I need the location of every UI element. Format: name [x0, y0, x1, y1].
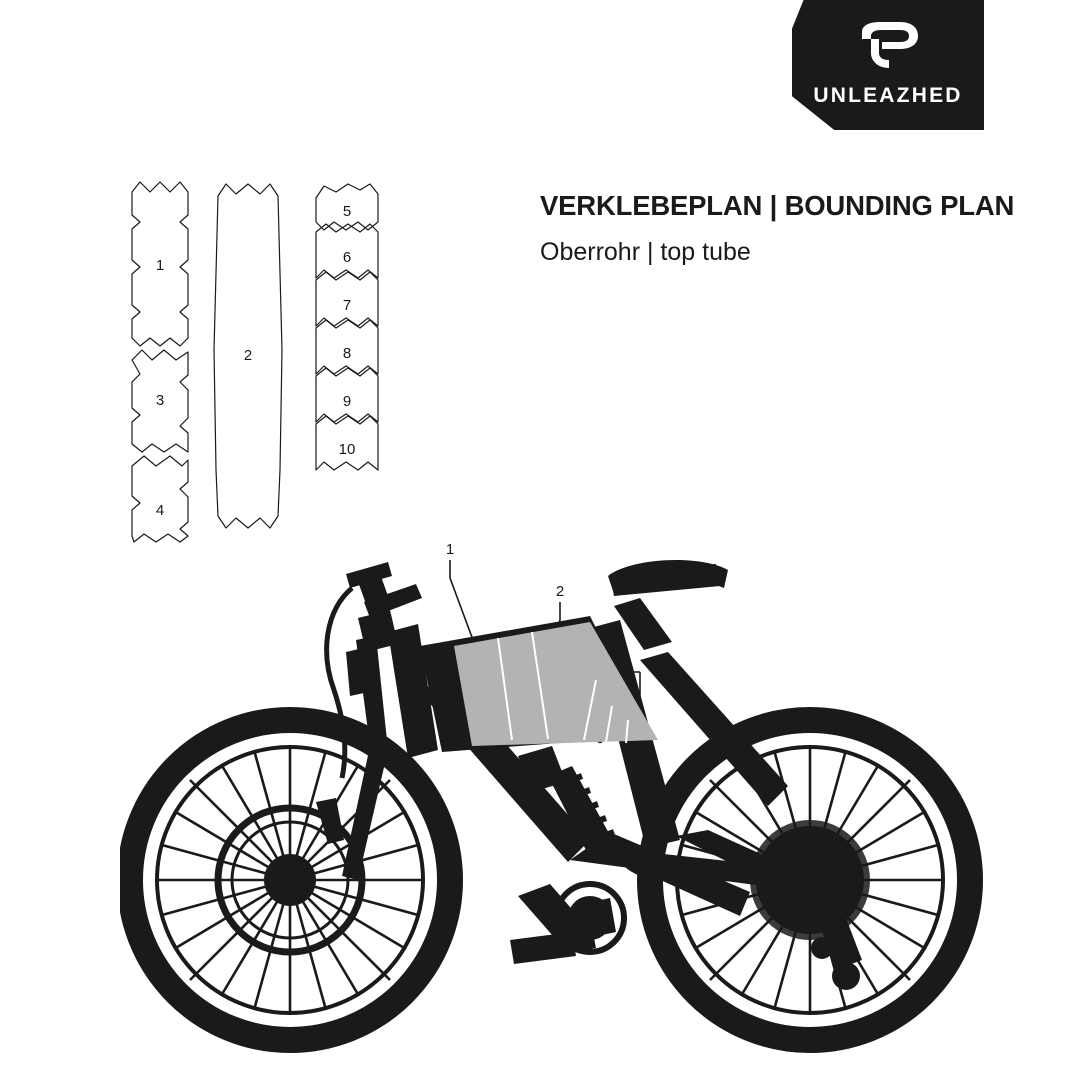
front-wheel: [130, 720, 450, 1040]
svg-text:1: 1: [445, 541, 455, 558]
callout-1: [446, 541, 476, 643]
part-shape-5: [316, 184, 378, 230]
svg-text:7: 7: [342, 297, 352, 314]
svg-text:2: 2: [555, 583, 565, 600]
unleazhed-mark-icon: [792, 22, 984, 73]
part-shape-6: [316, 224, 378, 278]
brand-wordmark: UNLEAZHED: [813, 84, 963, 107]
part-shape-8: [316, 320, 378, 374]
svg-text:3: 3: [155, 392, 165, 409]
part-shape-4: [132, 456, 188, 542]
part-shape-3: [132, 350, 188, 452]
svg-text:5: 5: [342, 203, 352, 220]
page-title: VERKLEBEPLAN | BOUNDING PLAN: [540, 190, 1015, 221]
svg-text:6: 6: [342, 249, 352, 266]
page-subtitle: Oberrohr | top tube: [540, 238, 751, 266]
part-shape-10: [316, 416, 378, 470]
brand-logo: [792, 0, 984, 130]
part-shape-7: [316, 272, 378, 326]
part-shape-1: [132, 182, 188, 346]
svg-text:2: 2: [243, 347, 253, 364]
svg-text:9: 9: [342, 393, 352, 410]
parts-diagram: [120, 170, 430, 550]
part-shape-2: [214, 184, 282, 528]
part-shape-9: [316, 368, 378, 422]
svg-text:1: 1: [155, 257, 165, 274]
svg-text:10: 10: [338, 441, 356, 458]
bike-diagram: [120, 540, 1020, 1070]
svg-text:4: 4: [155, 502, 165, 519]
svg-text:8: 8: [342, 345, 352, 362]
